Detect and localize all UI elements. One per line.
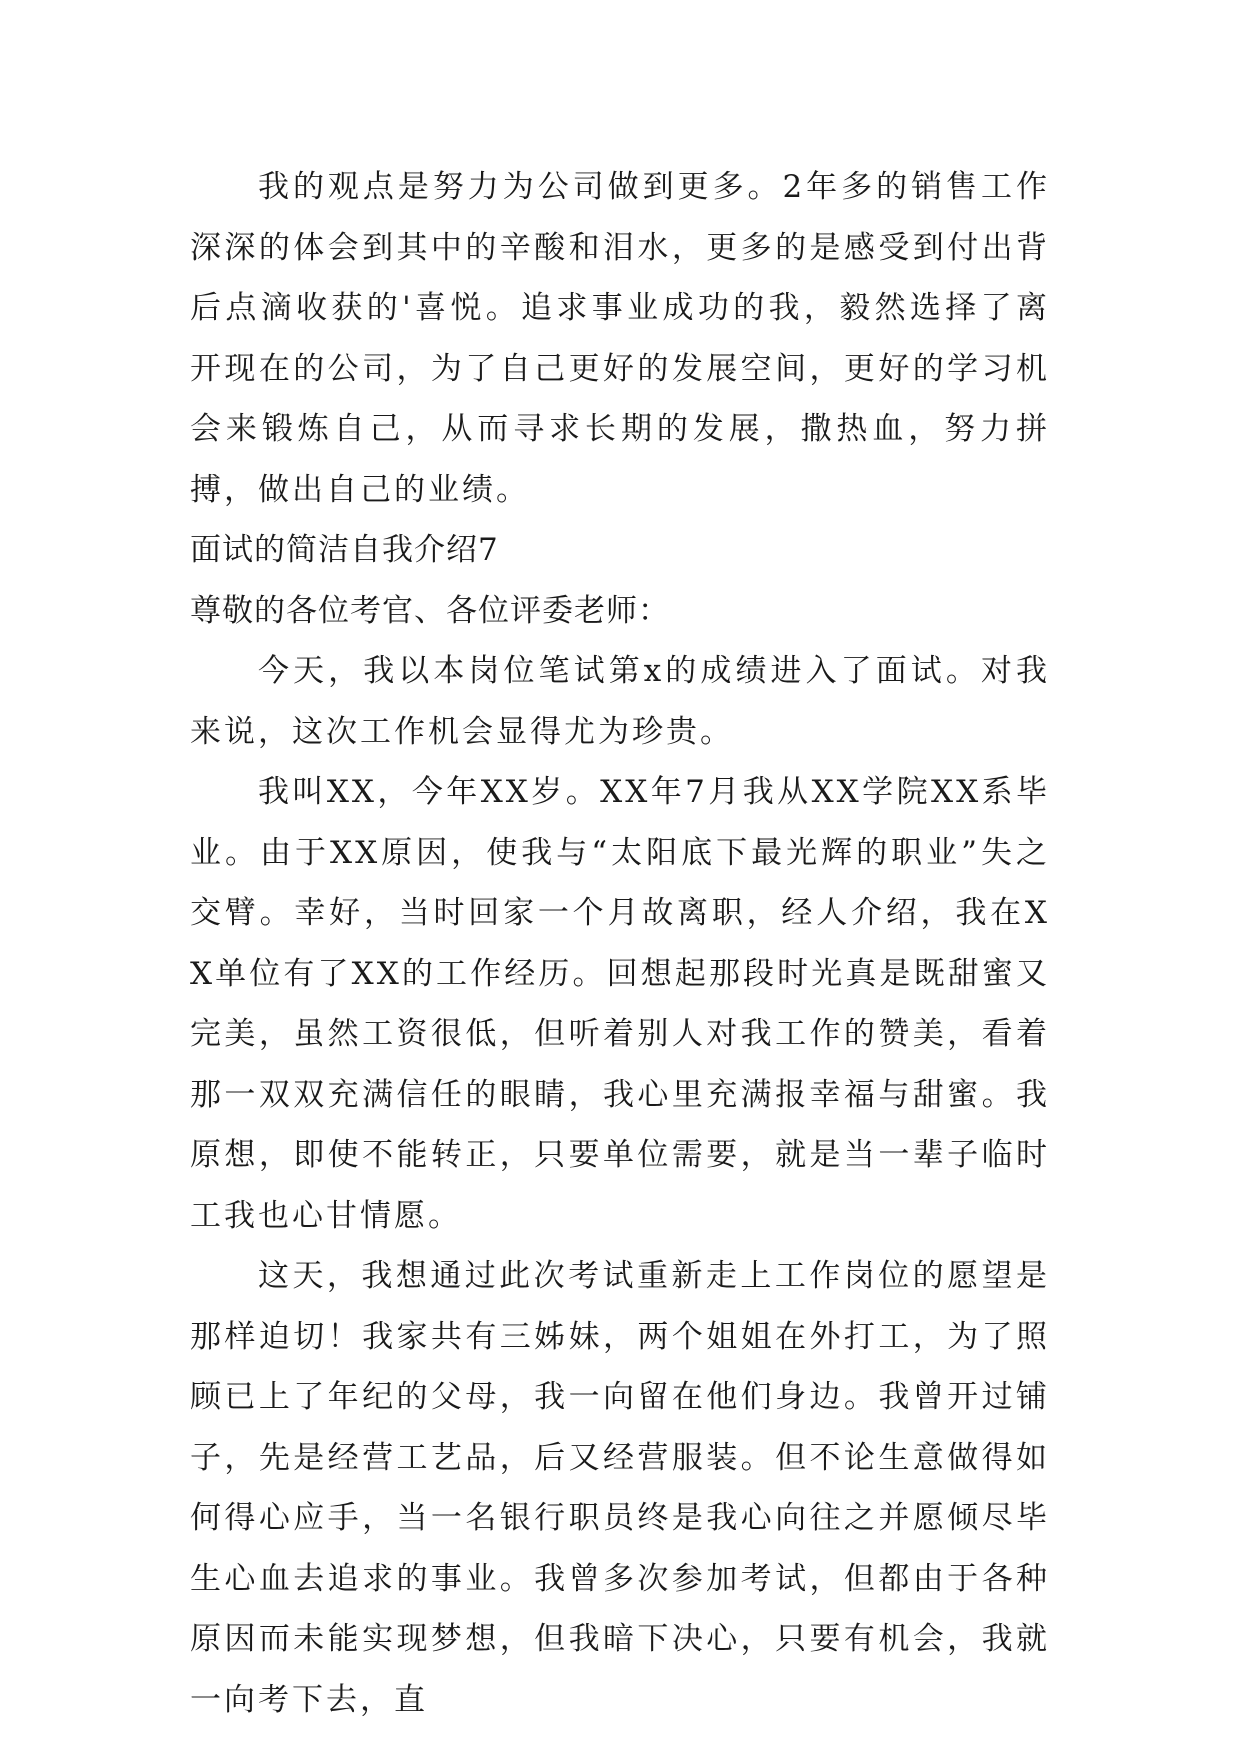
section-heading: 面试的简洁自我介绍7 bbox=[190, 532, 499, 568]
paragraph-career-view: 我的观点是努力为公司做到更多。2年多的销售工作深深的体会到其中的辛酸和泪水，更多的是感受到付出背后点滴收获的'喜悦。追求事业成功的我，毅然选择了离开现在的公司，为了自己更好的发展空间，更好的学习机会来锻炼自己，从而寻求长期的发展，撒热血，努力拼搏，做出自己的业绩。 bbox=[190, 169, 1050, 508]
document-body bbox=[190, 157, 1050, 1730]
paragraph-personal-background: 我叫XX，今年XX岁。XX年7月我从XX学院XX系毕业。由于XX原因，使我与“太阳底下最光辉的职业”失之交臂。幸好，当时回家一个月故离职，经人介绍，我在XX单位有了XX的工作经历。回想起那段时光真是既甜蜜又完美，虽然工资很低，但听着别人对我工作的赞美，看着那一双双充满信任的眼睛，我心里充满报幸福与甜蜜。我原想，即使不能转正，只要单位需要，就是当一辈子临时工我也心甘情愿。 bbox=[190, 774, 1050, 1234]
paragraph-interview-opportunity: 今天，我以本岗位笔试第x的成绩进入了面试。对我来说，这次工作机会显得尤为珍贵。 bbox=[190, 653, 1050, 750]
salutation: 尊敬的各位考官、各位评委老师： bbox=[190, 592, 670, 629]
paragraph-aspiration: 这天，我想通过此次考试重新走上工作岗位的愿望是那样迫切！我家共有三姊妹，两个姐姐在外打工，为了照顾已上了年纪的父母，我一向留在他们身边。我曾开过铺子，先是经营工艺品，后又经营服装。但不论生意做得如何得心应手，当一名银行职员终是我心向往之并愿倾尽毕生心血去追求的事业。我曾多次参加考试，但都由于各种原因而未能实现梦想，但我暗下决心，只要有机会，我就一向考下去，直 bbox=[190, 1258, 1050, 1718]
